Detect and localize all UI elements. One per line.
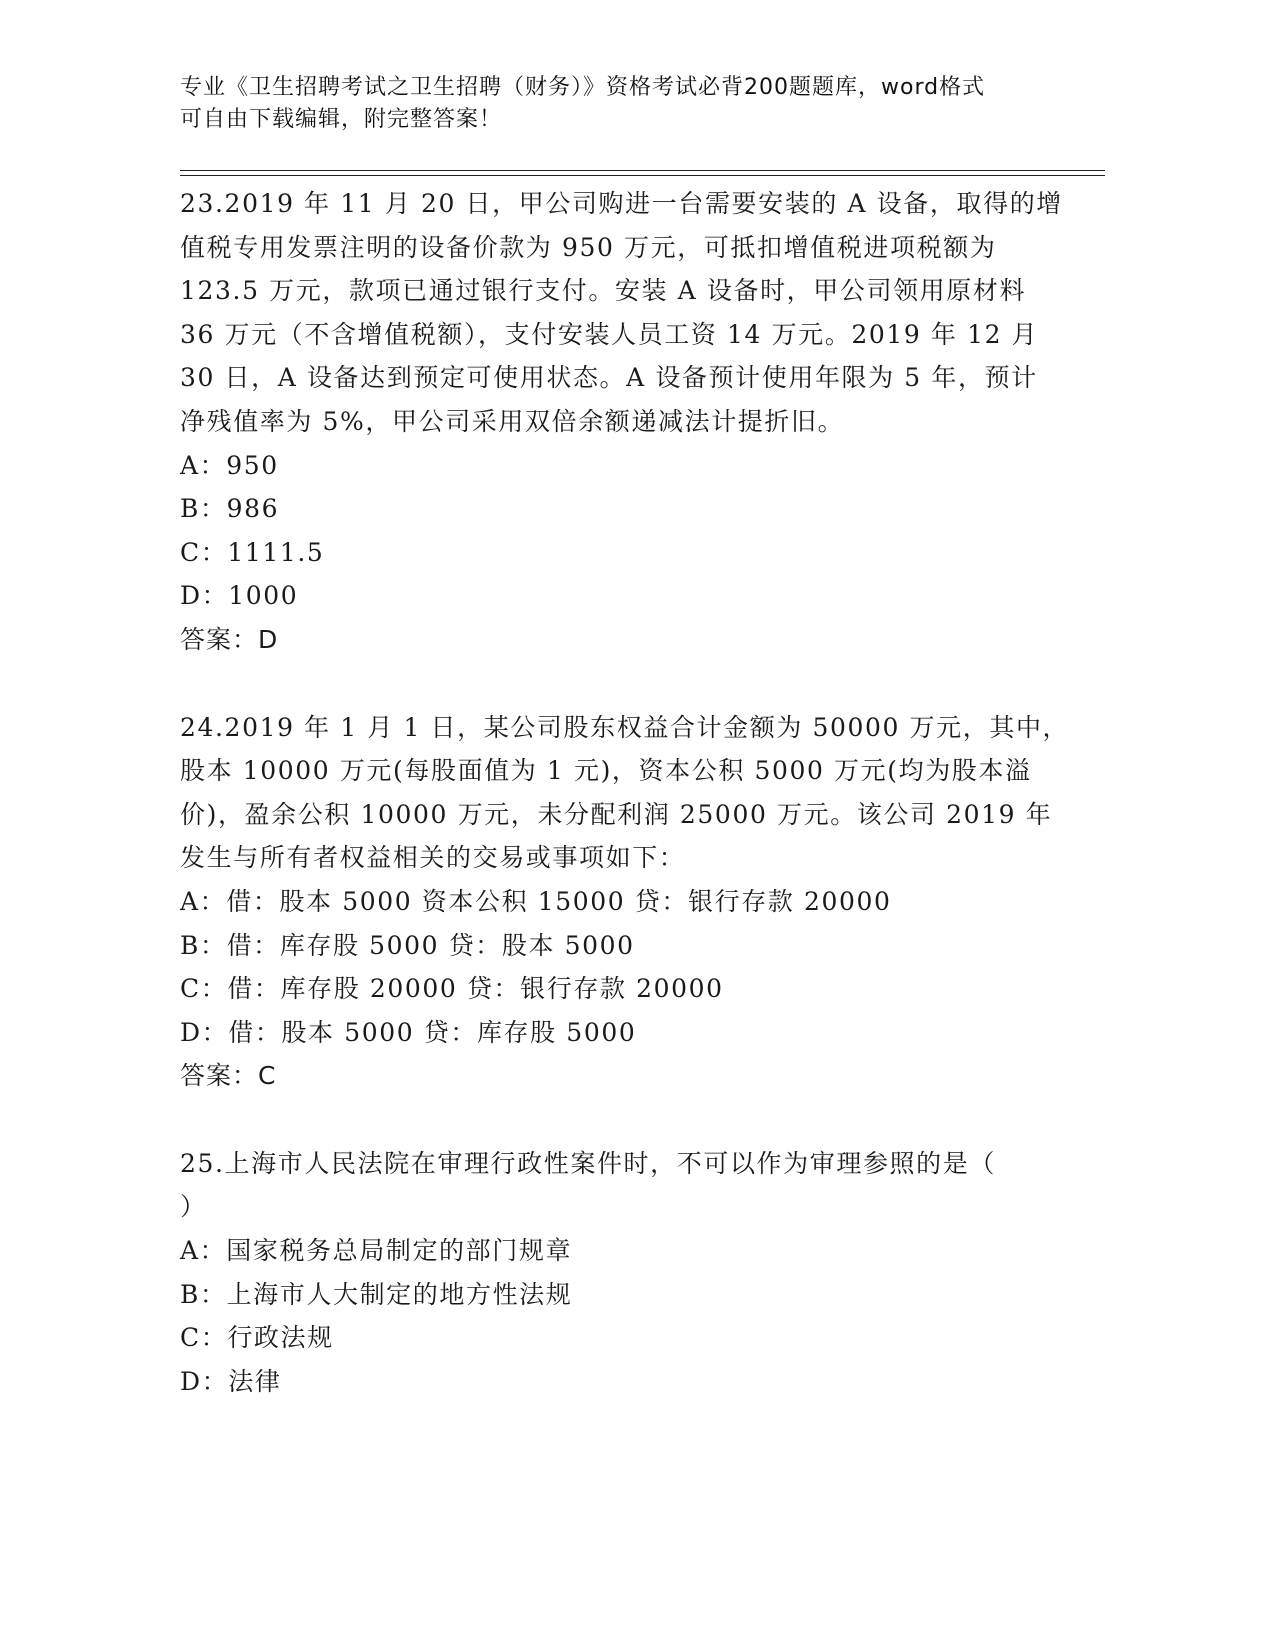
stem-line: 23.2019 年 11 月 20 日，甲公司购进一台需要安装的 A 设备，取得的增 (180, 189, 1063, 218)
option-c: C：行政法规 (180, 1323, 334, 1353)
header-divider-top (180, 170, 1105, 171)
option-b: B：986 (180, 494, 280, 524)
header-title-line-2: 可自由下载编辑，附完整答案！ (180, 107, 503, 132)
option-d: D：借：股本 5000 贷：库存股 5000 (180, 1017, 637, 1047)
option-a: A：国家税务总局制定的部门规章 (180, 1236, 573, 1266)
question-stem (180, 706, 1080, 880)
header-title-line-1: 专业《卫生招聘考试之卫生招聘（财务）》资格考试必背200题题库，word格式 (180, 75, 986, 100)
answer-label: 答案：D (180, 624, 279, 654)
question-stem (180, 1142, 1080, 1229)
option-b: B：上海市人大制定的地方性法规 (180, 1279, 573, 1309)
question-25 (180, 1142, 1080, 1404)
option-a: A：950 (180, 450, 279, 480)
question-spacer (180, 662, 1080, 706)
stem-line: 值税专用发票注明的设备价款为 950 万元，可抵扣增值税进项税额为 (180, 232, 997, 262)
option-d: D：法律 (180, 1366, 282, 1396)
stem-line: 36 万元（不含增值税额），支付安装人员工资 14 万元。2019 年 12 月 (180, 319, 1039, 349)
stem-line: 净残值率为 5%，甲公司采用双倍余额递减法计提折旧。 (180, 406, 845, 436)
question-spacer (180, 1098, 1080, 1142)
stem-line: 123.5 万元，款项已通过银行支付。安装 A 设备时，甲公司领用原材料 (180, 276, 1027, 306)
header-divider-bottom (180, 175, 1105, 176)
stem-line: 30 日，A 设备达到预定可使用状态。A 设备预计使用年限为 5 年，预计 (180, 363, 1038, 393)
document-header (180, 72, 1060, 136)
question-23 (180, 182, 1080, 662)
question-24 (180, 706, 1080, 1098)
stem-line: 发生与所有者权益相关的交易或事项如下： (180, 843, 686, 873)
stem-line: 24.2019 年 1 月 1 日，某公司股东权益合计金额为 50000 万元，其中， (180, 712, 1070, 742)
option-d: D：1000 (180, 581, 299, 611)
stem-line: 25.上海市人民法院在审理行政性案件时，不可以作为审理参照的是（ (180, 1148, 996, 1178)
stem-line: 价)，盈余公积 10000 万元，未分配利润 25000 万元。该公司 2019 年 (180, 799, 1053, 829)
option-c: C：借：库存股 20000 贷：银行存款 20000 (180, 974, 724, 1004)
stem-line: ） (180, 1192, 207, 1222)
option-a: A：借：股本 5000 资本公积 15000 贷：银行存款 20000 (180, 886, 892, 916)
answer-label: 答案：C (180, 1061, 277, 1091)
question-stem (180, 182, 1080, 444)
stem-line: 股本 10000 万元(每股面值为 1 元)，资本公积 5000 万元(均为股本溢 (180, 756, 1032, 786)
option-c: C：1111.5 (180, 537, 325, 567)
option-b: B：借：库存股 5000 贷：股本 5000 (180, 930, 635, 960)
question-list (180, 182, 1080, 1403)
